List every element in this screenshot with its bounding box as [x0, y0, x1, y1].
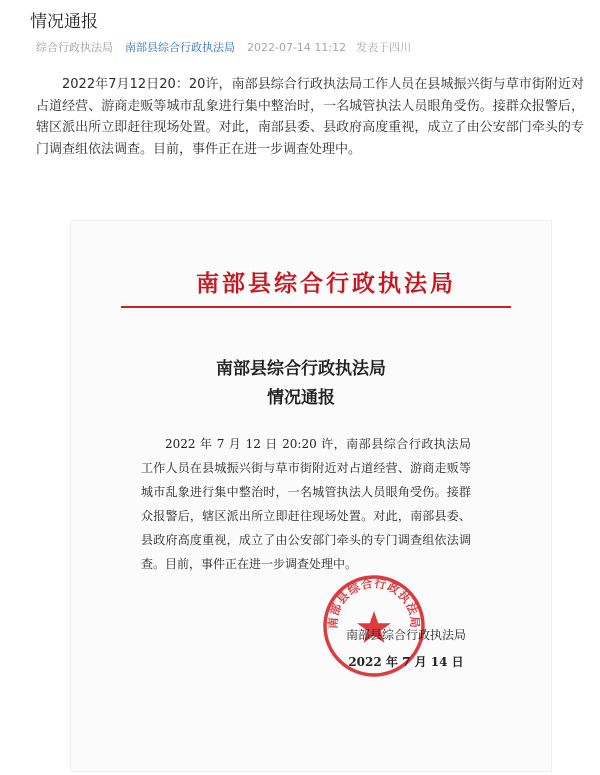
document-body: 2022 年 7 月 12 日 20:20 许，南部县综合行政执法局工作人员在县城振兴街与草市街附近对占道经营、游商走贩等城市乱象进行集中整治时，一名城管执法人员眼角受伤。接群众报警后，辖区派出所立即赶往现场处置。对此，南部县委、县政府高度重视，成立了由公安部门牵头的专门调查组依法调查。目前，事件正在进一步调查处理中。	[141, 437, 471, 571]
signer: 南部县综合行政执法局	[345, 628, 466, 642]
publish-datetime: 2022-07-14 11:12	[247, 40, 347, 54]
document-title-line1: 南部县综合行政执法局	[216, 359, 386, 379]
article-summary: 2022年7月12日20：20许，南部县综合行政执法局工作人员在县城振兴街与草市街附近对占道经营、游商走贩等城市乱象进行集中整治时，一名城管执法人员眼角受伤。接群众报警后，辖区派出所立即赶往现场处置。对此，南部县委、县政府高度重视，成立了由公安部门牵头的专门调查组依法调查。目前，事件正在进一步调查处理中。	[36, 77, 584, 157]
letterhead-divider	[121, 306, 511, 308]
notice-document-image	[70, 220, 552, 772]
account-name: 综合行政执法局	[36, 41, 113, 54]
article-title: 情况通报	[30, 12, 98, 32]
publish-location: 发表于四川	[356, 41, 412, 54]
sign-date: 2022 年 7 月 14 日	[348, 655, 464, 669]
letterhead: 南部县综合行政执法局	[196, 271, 456, 297]
svg-text:南部县综合行政执法局: 南部县综合行政执法局	[325, 576, 423, 630]
document-title-line2: 情况通报	[267, 388, 335, 408]
article-meta	[36, 39, 411, 55]
source-link[interactable]: 南部县综合行政执法局	[125, 41, 235, 54]
